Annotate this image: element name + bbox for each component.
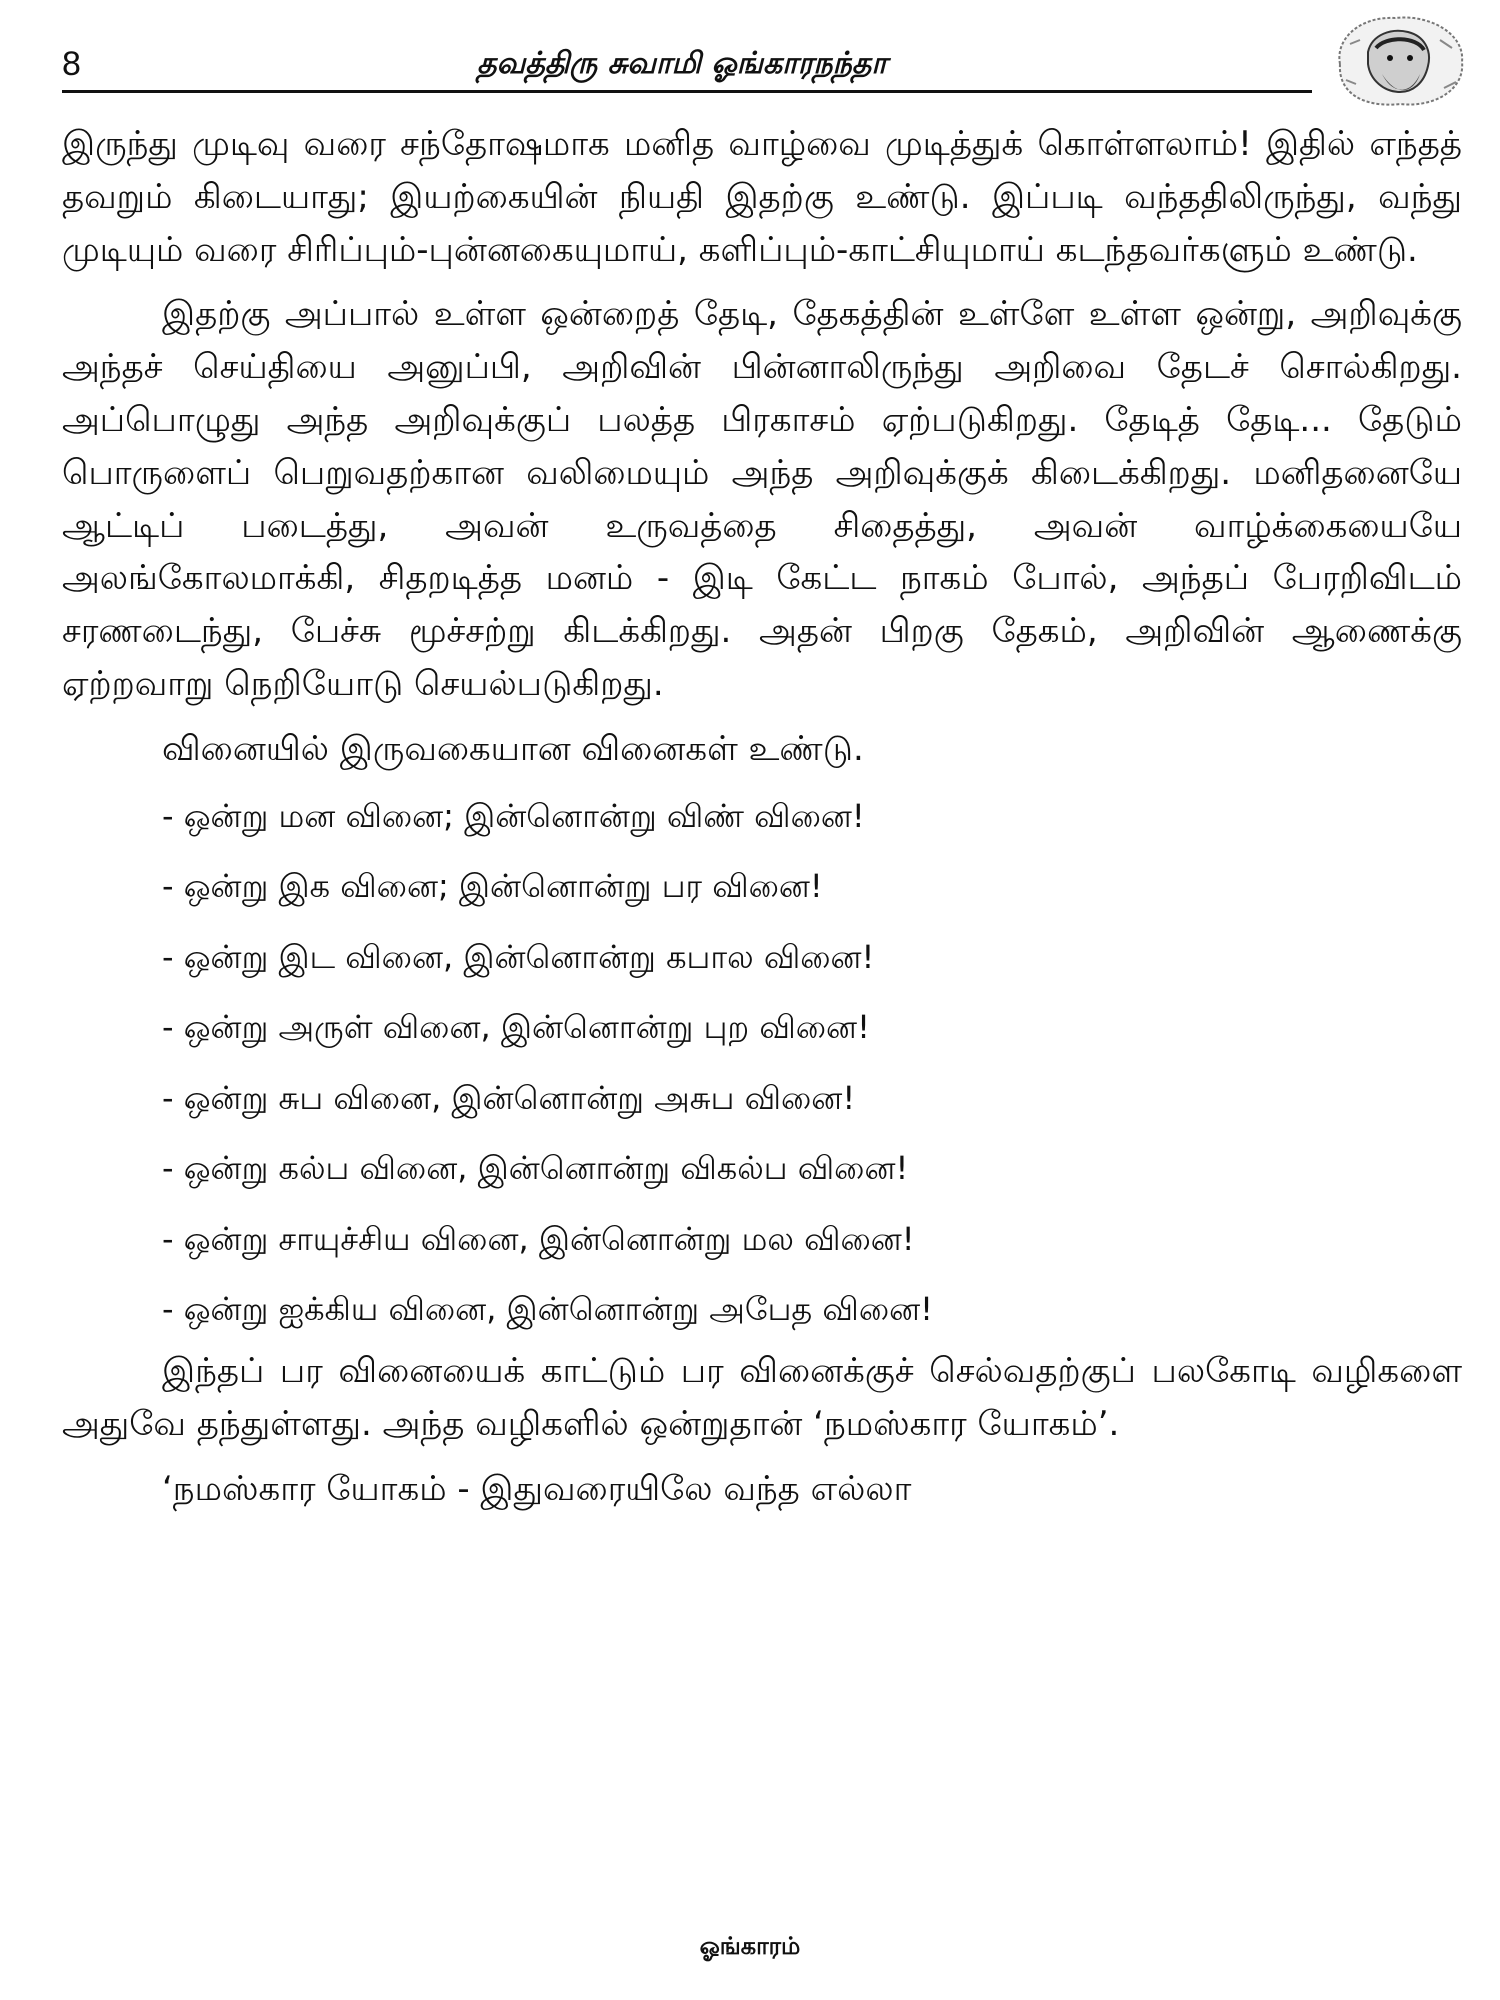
list-item: - ஒன்று சாயுச்சிய வினை, இன்னொன்று மல வினை!	[162, 1219, 915, 1258]
paragraph-3: இந்தப் பர வினையைக் காட்டும் பர வினைக்குச் செல்வதற்குப் பலகோடி வழிகளை அதுவே தந்துள்ளது. அந்த வழிகளில் ஒன்றுதான் ‘நமஸ்கார யோகம்’.	[62, 1351, 1462, 1444]
running-title: தவத்திரு சுவாமி ஓங்காரநந்தா	[476, 46, 888, 81]
list-item: - ஒன்று இக வினை; இன்னொன்று பர வினை!	[162, 867, 823, 906]
paragraph-1: இருந்து முடிவு வரை சந்தோஷமாக மனித வாழ்வை முடித்துக் கொள்ளலாம்! இதில் எந்தத் தவறும் கிடையாது; இயற்கையின் நியதி இதற்கு உண்டு. இப்படி வந்ததிலிருந்து, வந்து முடியும் வரை சிரிப்பும்-புன்னகையுமாய், களிப்பும்-காட்சியுமாய் கடந்தவர்களும் உண்டு.	[62, 124, 1462, 270]
list-item: - ஒன்று அருள் வினை, இன்னொன்று புற வினை!	[162, 1008, 870, 1047]
karma-list	[62, 796, 1462, 1330]
page-number: 8	[62, 45, 81, 83]
list-item: - ஒன்று சுப வினை, இன்னொன்று அசுப வினை!	[162, 1078, 856, 1117]
list-intro: வினையில் இருவகையான வினைகள் உண்டு.	[162, 728, 864, 769]
list-item: - ஒன்று மன வினை; இன்னொன்று விண் வினை!	[162, 796, 865, 835]
list-item: - ஒன்று கல்ப வினை, இன்னொன்று விகல்ப வினை!	[162, 1149, 909, 1188]
body-text	[62, 118, 1462, 1527]
paragraph-4: ‘நமஸ்கார யோகம் - இதுவரையிலே வந்த எல்லா	[162, 1468, 912, 1509]
page-header	[62, 38, 1312, 90]
list-item: - ஒன்று ஐக்கிய வினை, இன்னொன்று அபேத வினை!	[162, 1290, 933, 1329]
portrait-sketch-icon	[1320, 4, 1480, 114]
page-footer: ஓங்காரம்	[699, 1932, 801, 1960]
header-rule	[62, 90, 1312, 93]
paragraph-2: இதற்கு அப்பால் உள்ள ஒன்றைத் தேடி, தேகத்தின் உள்ளே உள்ள ஒன்று, அறிவுக்கு அந்தச் செய்தியை அனுப்பி, அறிவின் பின்னாலிருந்து அறிவை தேடச் சொல்கிறது. அப்பொழுது அந்த அறிவுக்குப் பலத்த பிரகாசம் ஏற்படுகிறது. தேடித் தேடி... தேடும் பொருளைப் பெறுவதற்கான வலிமையும் அந்த அறிவுக்குக் கிடைக்கிறது. மனிதனையே ஆட்டிப் படைத்து, அவன் உருவத்தை சிதைத்து, அவன் வாழ்க்கையையே அலங்கோலமாக்கி, சிதறடித்த மனம் - இடி கேட்ட நாகம் போல், அந்தப் பேரறிவிடம் சரணடைந்து, பேச்சு மூச்சற்று கிடக்கிறது. அதன் பிறகு தேகம், அறிவின் ஆணைக்கு ஏற்றவாறு நெறியோடு செயல்படுகிறது.	[62, 294, 1462, 704]
list-item: - ஒன்று இட வினை, இன்னொன்று கபால வினை!	[162, 937, 875, 976]
